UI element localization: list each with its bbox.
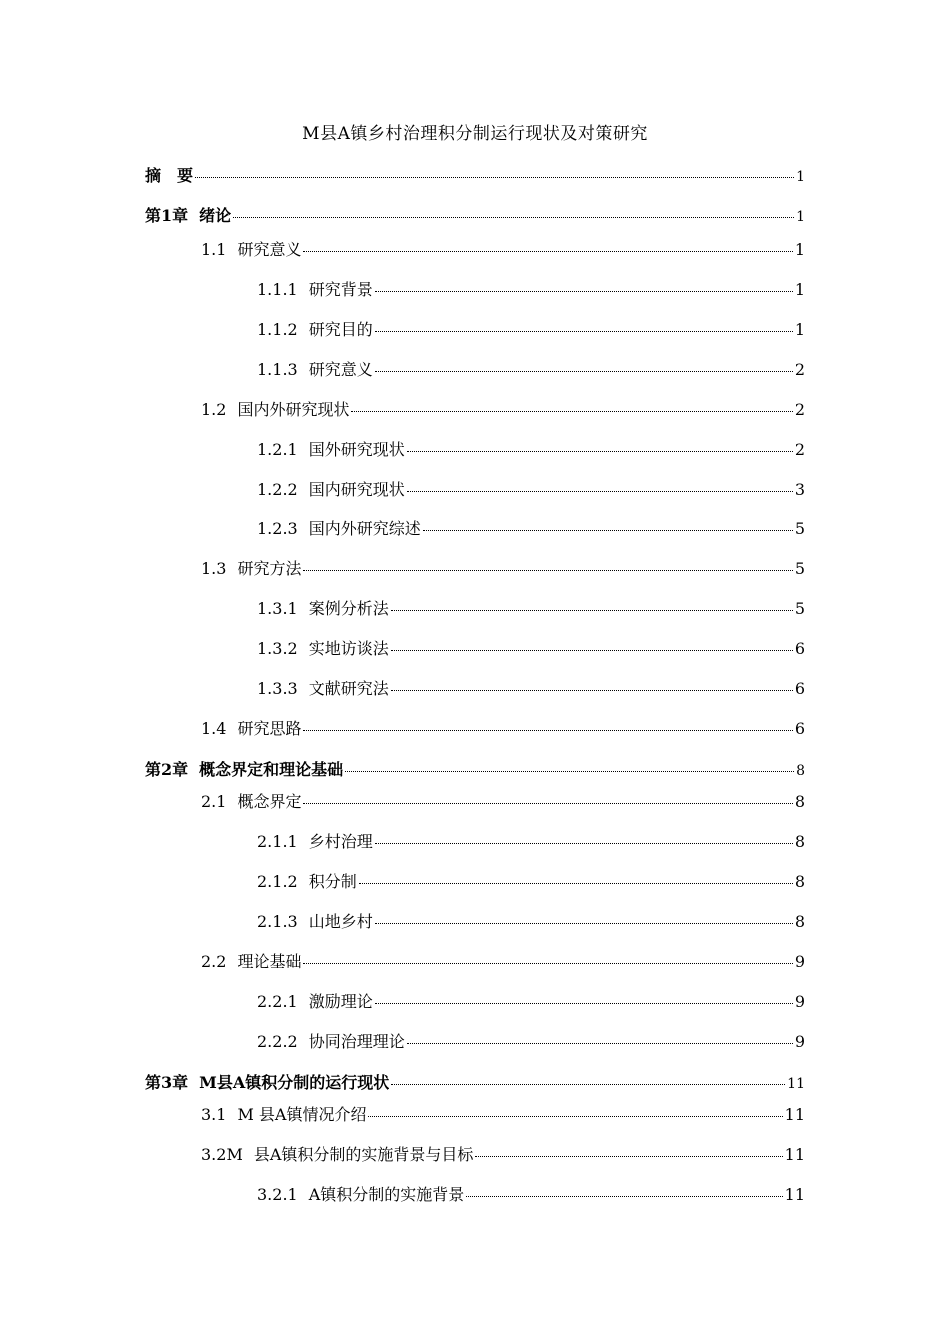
toc-dot-leader — [195, 176, 794, 178]
toc-entry-number: 摘 要 — [145, 166, 194, 185]
toc-entry-label: 研究背景 — [308, 280, 373, 299]
toc-entry[interactable] — [257, 437, 805, 460]
toc-entry-label: 国外研究现状 — [308, 440, 405, 459]
toc-entry-number: 2.2.1 — [257, 992, 298, 1011]
toc-dot-leader — [466, 1195, 782, 1197]
toc-entry[interactable] — [257, 317, 805, 340]
toc-entry-label: 国内外研究现状 — [237, 400, 350, 419]
toc-dot-leader — [407, 450, 793, 452]
toc-entry[interactable] — [257, 357, 805, 380]
toc-entry[interactable] — [145, 757, 805, 780]
toc-entry-number: 2.2 — [201, 952, 227, 971]
toc-entry-label: 乡村治理 — [308, 832, 373, 851]
toc-entry-page-number: 1 — [794, 280, 805, 299]
toc-entry-label: 案例分析法 — [308, 599, 389, 618]
toc-entry[interactable] — [257, 477, 805, 500]
toc-entry[interactable] — [201, 789, 805, 812]
toc-dot-leader — [407, 490, 793, 492]
toc-entry[interactable] — [201, 949, 805, 972]
toc-entry-label: 县A镇积分制的实施背景与目标 — [253, 1145, 474, 1164]
toc-entry-label: 研究方法 — [237, 559, 302, 578]
toc-entry[interactable] — [201, 1142, 805, 1165]
toc-entry[interactable] — [257, 596, 805, 619]
toc-entry-page-number: 6 — [794, 679, 805, 698]
toc-entry[interactable] — [257, 516, 805, 539]
toc-entry-number: 1.3.2 — [257, 639, 298, 658]
toc-entry-page-number: 5 — [794, 519, 805, 538]
toc-entry-label: 理论基础 — [237, 952, 302, 971]
toc-dot-leader — [303, 962, 792, 964]
toc-entry-page-number: 11 — [787, 1076, 805, 1092]
toc-dot-leader — [475, 1155, 782, 1157]
toc-entry-number: 1.2.1 — [257, 440, 298, 459]
toc-entry-label: M 县A镇情况介绍 — [237, 1105, 367, 1124]
toc-entry-label: 研究目的 — [308, 320, 373, 339]
toc-entry-number: 1.1.2 — [257, 320, 298, 339]
toc-entry-page-number: 5 — [794, 599, 805, 618]
toc-entry[interactable] — [257, 676, 805, 699]
toc-entry[interactable] — [201, 716, 805, 739]
toc-entry-label: 国内研究现状 — [308, 480, 405, 499]
toc-entry-label: 研究意义 — [308, 360, 373, 379]
toc-entry-page-number: 2 — [794, 400, 805, 419]
toc-dot-leader — [359, 882, 793, 884]
toc-entry-page-number: 9 — [794, 992, 805, 1011]
toc-dot-leader — [375, 370, 793, 372]
toc-dot-leader — [303, 802, 792, 804]
toc-entry-page-number: 11 — [784, 1105, 805, 1124]
toc-dot-leader — [375, 290, 793, 292]
toc-dot-leader — [423, 529, 793, 531]
toc-entry-number: 2.2.2 — [257, 1032, 298, 1051]
toc-entry[interactable] — [201, 237, 805, 260]
toc-entry-page-number: 8 — [794, 912, 805, 931]
toc-entry-number: 第2章 — [145, 760, 189, 779]
toc-entry-label: 研究意义 — [237, 240, 302, 259]
toc-entry-label: 激励理论 — [308, 992, 373, 1011]
toc-entry-number: 1.1.1 — [257, 280, 298, 299]
toc-entry-number: 第1章 — [145, 206, 189, 225]
toc-entry-number: 第3章 — [145, 1073, 189, 1092]
toc-entry-number: 1.4 — [201, 719, 227, 738]
toc-entry-page-number: 2 — [794, 360, 805, 379]
toc-dot-leader — [303, 569, 792, 571]
toc-entry-number: 1.3 — [201, 559, 227, 578]
toc-entry[interactable] — [145, 1070, 805, 1093]
toc-entry-number: 2.1.2 — [257, 872, 298, 891]
toc-dot-leader — [233, 216, 794, 218]
toc-entry-number: 2.1 — [201, 792, 227, 811]
toc-entry-page-number: 1 — [794, 240, 805, 259]
toc-entry-page-number: 8 — [794, 872, 805, 891]
toc-entry-page-number: 11 — [784, 1185, 805, 1204]
toc-entry-label: 协同治理理论 — [308, 1032, 405, 1051]
toc-entry[interactable] — [257, 1029, 805, 1052]
toc-entry-page-number: 5 — [794, 559, 805, 578]
toc-entry[interactable] — [257, 1182, 805, 1205]
toc-dot-leader — [375, 842, 793, 844]
toc-entry[interactable] — [257, 636, 805, 659]
toc-entry-label: 积分制 — [308, 872, 357, 891]
toc-dot-leader — [351, 410, 792, 412]
toc-entry-page-number: 6 — [794, 639, 805, 658]
toc-entry[interactable] — [257, 989, 805, 1012]
toc-entry[interactable] — [257, 829, 805, 852]
toc-dot-leader — [407, 1042, 793, 1044]
toc-entry-label: 国内外研究综述 — [308, 519, 421, 538]
toc-entry-number: 1.2.2 — [257, 480, 298, 499]
toc-entry-page-number: 8 — [794, 832, 805, 851]
document-title: M县A镇乡村治理积分制运行现状及对策研究 — [302, 124, 648, 144]
toc-entry-label: A镇积分制的实施背景 — [308, 1185, 465, 1204]
toc-dot-leader — [375, 1002, 793, 1004]
toc-dot-leader — [391, 609, 793, 611]
toc-entry-number: 1.3.3 — [257, 679, 298, 698]
toc-entry[interactable] — [145, 163, 805, 186]
toc-entry[interactable] — [257, 277, 805, 300]
toc-entry-label: 绪论 — [199, 206, 232, 225]
toc-entry-number: 3.2.1 — [257, 1185, 298, 1204]
toc-entry-page-number: 9 — [794, 1032, 805, 1051]
toc-entry-number: 1.1.3 — [257, 360, 298, 379]
toc-entry-label: 研究思路 — [237, 719, 302, 738]
toc-entry[interactable] — [145, 203, 805, 226]
toc-entry-page-number: 8 — [794, 792, 805, 811]
toc-dot-leader — [391, 689, 793, 691]
toc-dot-leader — [391, 649, 793, 651]
toc-entry-page-number: 2 — [794, 440, 805, 459]
toc-entry-page-number: 1 — [796, 209, 805, 225]
toc-dot-leader — [368, 1115, 782, 1117]
toc-entry-page-number: 1 — [796, 169, 805, 185]
toc-entry-page-number: 11 — [784, 1145, 805, 1164]
toc-entry-number: 3.1 — [201, 1105, 227, 1124]
toc-entry-number: 1.1 — [201, 240, 227, 259]
toc-entry-page-number: 9 — [794, 952, 805, 971]
toc-entry-page-number: 1 — [794, 320, 805, 339]
toc-entry-page-number: 6 — [794, 719, 805, 738]
toc-entry-label: 山地乡村 — [308, 912, 373, 931]
toc-dot-leader — [345, 770, 794, 772]
toc-entry[interactable] — [201, 397, 805, 420]
toc-entry-number: 1.2.3 — [257, 519, 298, 538]
toc-dot-leader — [375, 922, 793, 924]
toc-dot-leader — [303, 250, 792, 252]
toc-entry[interactable] — [257, 869, 805, 892]
toc-entry-label: 概念界定 — [237, 792, 302, 811]
toc-entry-label: 概念界定和理论基础 — [199, 760, 344, 779]
toc-entry-number: 2.1.3 — [257, 912, 298, 931]
toc-entry-number: 3.2M — [201, 1145, 243, 1164]
toc-entry-number: 2.1.1 — [257, 832, 298, 851]
toc-entry-label: 文献研究法 — [308, 679, 389, 698]
toc-dot-leader — [375, 330, 793, 332]
toc-dot-leader — [391, 1083, 785, 1085]
toc-dot-leader — [303, 729, 792, 731]
toc-entry[interactable] — [201, 556, 805, 579]
toc-entry[interactable] — [201, 1102, 805, 1125]
toc-entry-number: 1.2 — [201, 400, 227, 419]
toc-entry[interactable] — [257, 909, 805, 932]
toc-entry-label: M县A镇积分制的运行现状 — [199, 1073, 390, 1092]
toc-entry-page-number: 8 — [796, 763, 805, 779]
toc-entry-page-number: 3 — [794, 480, 805, 499]
toc-entry-label: 实地访谈法 — [308, 639, 389, 658]
toc-entry-number: 1.3.1 — [257, 599, 298, 618]
